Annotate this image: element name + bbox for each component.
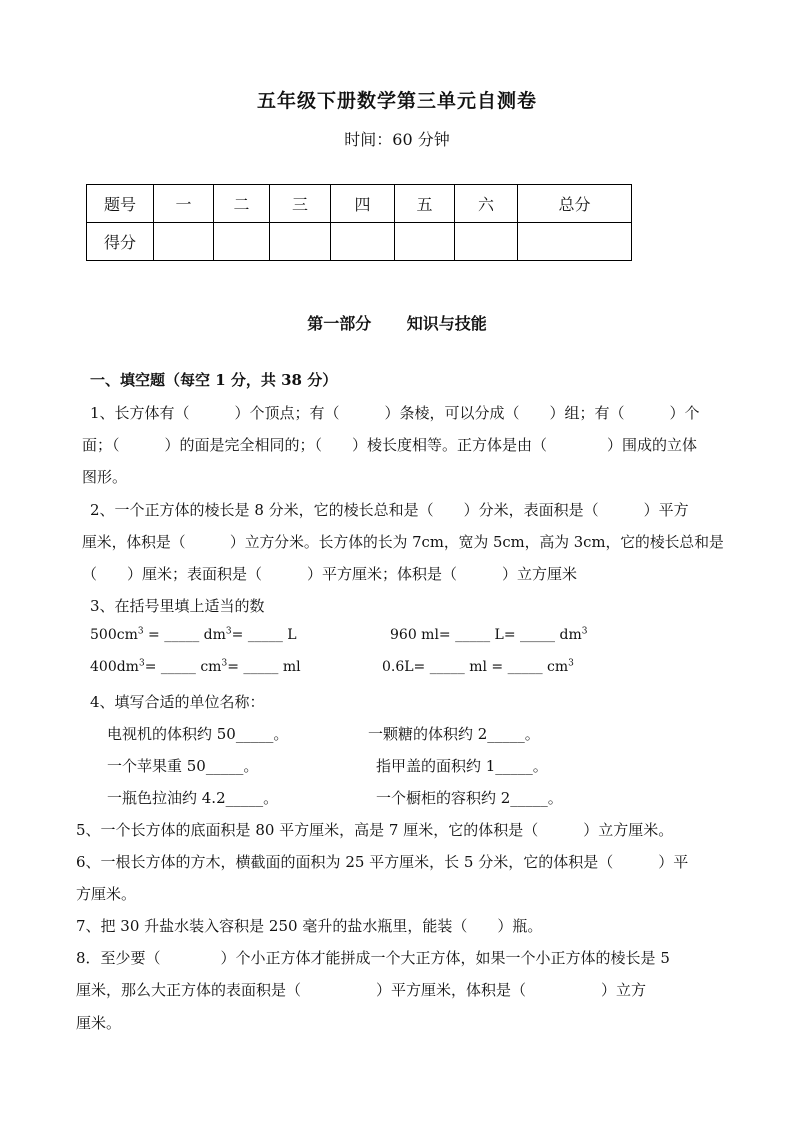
question-2-line-2: 厘米，体积是（ ）立方分米。长方体的长为 7cm，宽为 5cm，高为 3cm，它的棱长总和是	[82, 533, 724, 551]
question-8-line-3: 厘米。	[76, 1014, 122, 1032]
score-input-cell[interactable]	[331, 223, 395, 261]
question-7: 7、把 30 升盐水装入容积是 250 毫升的盐水瓶里，能装（ ）瓶。	[76, 917, 543, 935]
section-heading: 一、填空题（每空 1 分，共 38 分）	[90, 371, 338, 389]
question-4-title: 4、填写合适的单位名称：	[90, 693, 265, 711]
question-2-line-3: （ ）厘米；表面积是（ ）平方厘米；体积是（ ）立方厘米	[82, 565, 578, 583]
question-3-row-2-left: $400dm^3=$ _____ $cm^3=$ _____ ml	[90, 658, 301, 675]
score-table	[86, 184, 632, 261]
question-8-line-2: 厘米，那么大正方体的表面积是（ ）平方厘米，体积是（ ）立方	[76, 981, 647, 999]
score-cell: 题号	[87, 185, 154, 223]
score-cell: 六	[455, 185, 518, 223]
score-cell: 三	[270, 185, 331, 223]
question-3-row-1-left: $500cm^3$ = _____ $dm^3=$ _____ L	[90, 626, 297, 643]
question-6-line-2: 方厘米。	[76, 885, 137, 903]
question-2-line-1: 2、一个正方体的棱长是 8 分米，它的棱长总和是（ ）分米，表面积是（ ）平方	[90, 501, 689, 519]
question-1-line-1: 1、长方体有（ ）个顶点；有（ ）条棱，可以分成（ ）组；有（ ）个	[90, 404, 700, 422]
score-input-cell[interactable]	[270, 223, 331, 261]
score-input-cell[interactable]	[214, 223, 270, 261]
score-cell: 二	[214, 185, 270, 223]
score-input-cell[interactable]	[395, 223, 455, 261]
score-cell: 四	[331, 185, 395, 223]
question-4-item: 一颗糖的体积约 2_____。	[368, 725, 540, 743]
time-limit: 时间：60 分钟	[344, 130, 450, 149]
score-cell: 一	[154, 185, 214, 223]
score-table-header-row	[87, 185, 632, 223]
question-1-line-2: 面；（ ）的面是完全相同的；（ ）棱长度相等。正方体是由（ ）围成的立体	[82, 436, 698, 454]
question-4-item: 一个橱柜的容积约 2_____。	[376, 789, 563, 807]
score-cell: 总分	[518, 185, 632, 223]
question-3-title: 3、在括号里填上适当的数	[90, 597, 265, 615]
question-3-row-1-right: 960 ml= _____ L= _____ $dm^3$	[390, 626, 588, 643]
score-cell: 五	[395, 185, 455, 223]
question-4-item: 指甲盖的面积约 1_____。	[376, 757, 548, 775]
question-6-line-1: 6、一根长方体的方木，横截面的面积为 25 平方厘米，长 5 分米，它的体积是（ ）平	[76, 853, 689, 871]
score-cell: 得分	[87, 223, 154, 261]
score-table-score-row	[87, 223, 632, 261]
question-4-item: 一个苹果重 50_____。	[107, 757, 259, 775]
score-input-cell[interactable]	[455, 223, 518, 261]
question-5: 5、一个长方体的底面积是 80 平方厘米，高是 7 厘米，它的体积是（ ）立方厘米。	[76, 821, 674, 839]
question-1-line-3: 图形。	[82, 468, 128, 486]
score-input-cell[interactable]	[154, 223, 214, 261]
part-heading: 第一部分 知识与技能	[307, 314, 487, 333]
question-8-line-1: 8．至少要（ ）个小正方体才能拼成一个大正方体，如果一个小正方体的棱长是 5	[76, 949, 670, 967]
question-3-row-2-right: 0.6L= _____ ml = _____ $cm^3$	[382, 658, 574, 675]
question-4-item: 一瓶色拉油约 4.2_____。	[107, 789, 279, 807]
score-input-cell[interactable]	[518, 223, 632, 261]
page-title: 五年级下册数学第三单元自测卷	[256, 90, 537, 112]
question-4-item: 电视机的体积约 50_____。	[107, 725, 289, 743]
